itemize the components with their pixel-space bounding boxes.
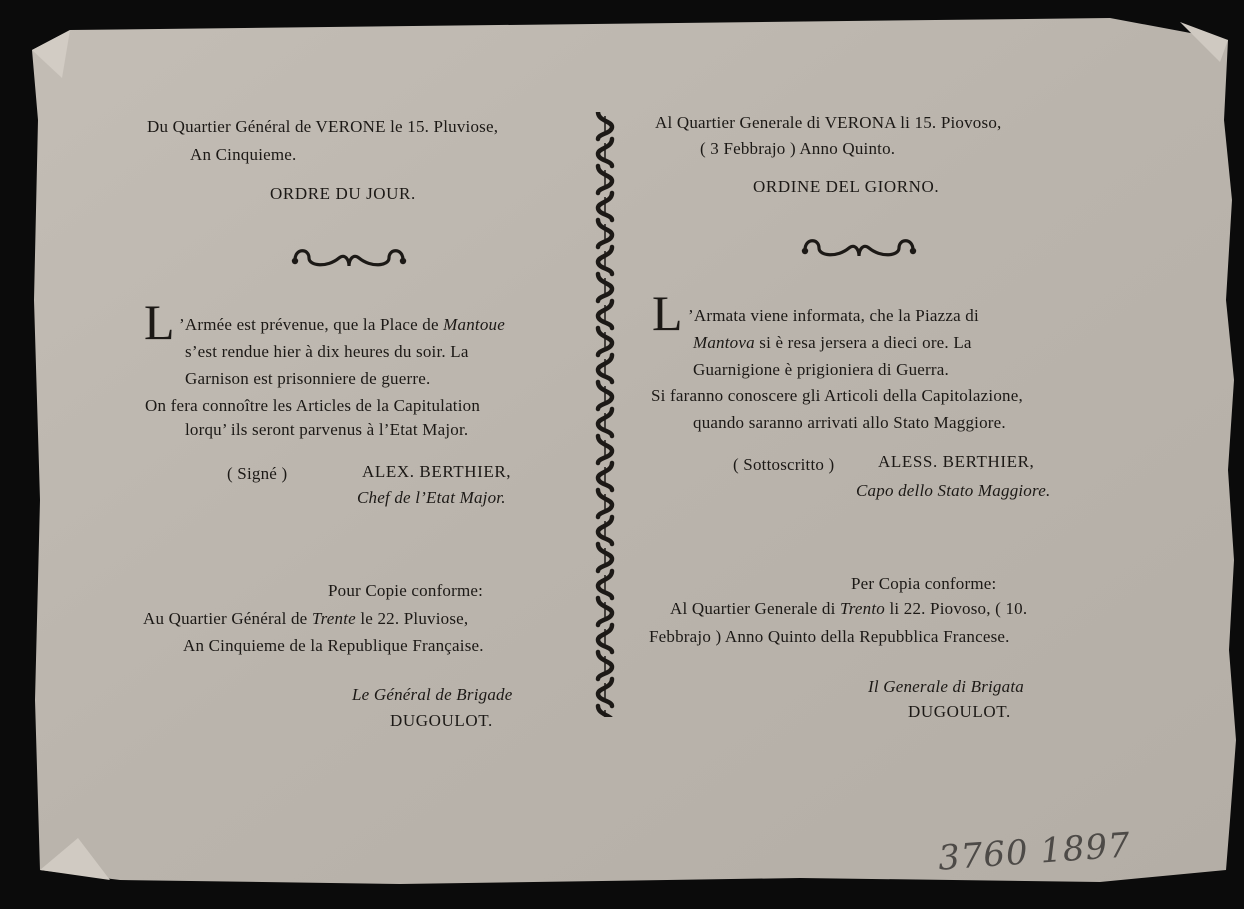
ornamental-divider bbox=[592, 112, 618, 717]
italian-signed-label: ( Sottoscritto ) bbox=[733, 455, 835, 474]
italian-copy-line3: Febbrajo ) Anno Quinto della Repubblica Francese. bbox=[649, 627, 1010, 646]
italian-body-line2 bbox=[693, 334, 972, 351]
italian-copy-line2-a: Al Quartier Generale di bbox=[670, 599, 841, 618]
italian-body-line2-text: si è resa jersera a dieci ore. La bbox=[754, 333, 972, 352]
french-copy-line3: An Cinquieme de la Republique Française. bbox=[183, 636, 484, 655]
italian-body-line4: Si faranno conoscere gli Articoli della Capitolazione, bbox=[651, 386, 1023, 405]
italian-body-line5: quando saranno arrivati allo Stato Maggiore. bbox=[693, 413, 1006, 432]
french-body-line1-italic: Mantoue bbox=[443, 315, 506, 334]
french-signed-label: ( Signé ) bbox=[227, 464, 288, 483]
french-general-name: DUGOULOT. bbox=[390, 711, 493, 730]
french-body-line2: s’est rendue hier à dix heures du soir. La bbox=[185, 342, 469, 361]
french-body-line4: On fera connoître les Articles de la Capitulation bbox=[145, 396, 481, 415]
italian-header-line1: Al Quartier Generale di VERONA li 15. Piovoso, bbox=[655, 113, 1002, 132]
italian-copy-line2 bbox=[670, 600, 1027, 617]
italian-header-line2: ( 3 Febbrajo ) Anno Quinto. bbox=[700, 139, 896, 158]
italian-copy-line1: Per Copia conforme: bbox=[851, 574, 997, 593]
italian-copy-line2-b: li 22. Piovoso, ( 10. bbox=[885, 599, 1028, 618]
french-copy-line2 bbox=[143, 610, 468, 627]
handwritten-annotation: 3760 1897 bbox=[936, 825, 1133, 879]
french-copy-line2-b: le 22. Pluviose, bbox=[355, 609, 469, 628]
french-copy-line2-italic: Trente bbox=[311, 609, 356, 628]
italian-dropcap: L bbox=[652, 285, 683, 341]
french-body-line5: lorqu’ ils seront parvenus à l’Etat Major. bbox=[185, 420, 469, 439]
french-copy-line1: Pour Copie conforme: bbox=[328, 581, 484, 600]
italian-general-name: DUGOULOT. bbox=[908, 702, 1011, 721]
italian-signatory-title: Capo dello Stato Maggiore. bbox=[856, 481, 1051, 500]
french-signatory-title: Chef de l’Etat Major. bbox=[357, 488, 506, 507]
french-flourish-ornament bbox=[287, 244, 411, 274]
italian-signatory: ALESS. BERTHIER, bbox=[878, 452, 1035, 471]
italian-general-title: Il Generale di Brigata bbox=[868, 677, 1024, 696]
french-copy-line2-a: Au Quartier Général de bbox=[143, 609, 312, 628]
italian-flourish-ornament bbox=[797, 234, 921, 264]
french-body-line1-text: ’Armée est prévenue, que la Place de bbox=[179, 315, 444, 334]
italian-title: ORDINE DEL GIORNO. bbox=[753, 177, 940, 196]
french-header-line1: Du Quartier Général de VERONE le 15. Pluviose, bbox=[147, 117, 499, 136]
french-title: ORDRE DU JOUR. bbox=[270, 184, 416, 203]
french-general-title: Le Général de Brigade bbox=[352, 685, 513, 704]
french-body-line1 bbox=[179, 316, 505, 333]
french-dropcap: L bbox=[144, 294, 175, 350]
italian-body-line1: ’Armata viene informata, che la Piazza di bbox=[688, 306, 979, 325]
italian-body-line3: Guarnigione è prigioniera di Guerra. bbox=[693, 360, 949, 379]
french-body-line3: Garnison est prisonniere de guerre. bbox=[185, 369, 431, 388]
italian-body-line2-italic: Mantova bbox=[693, 333, 755, 352]
french-header-line2: An Cinquieme. bbox=[190, 145, 297, 164]
french-signatory: ALEX. BERTHIER, bbox=[362, 462, 512, 481]
italian-copy-line2-italic: Trento bbox=[840, 599, 885, 618]
